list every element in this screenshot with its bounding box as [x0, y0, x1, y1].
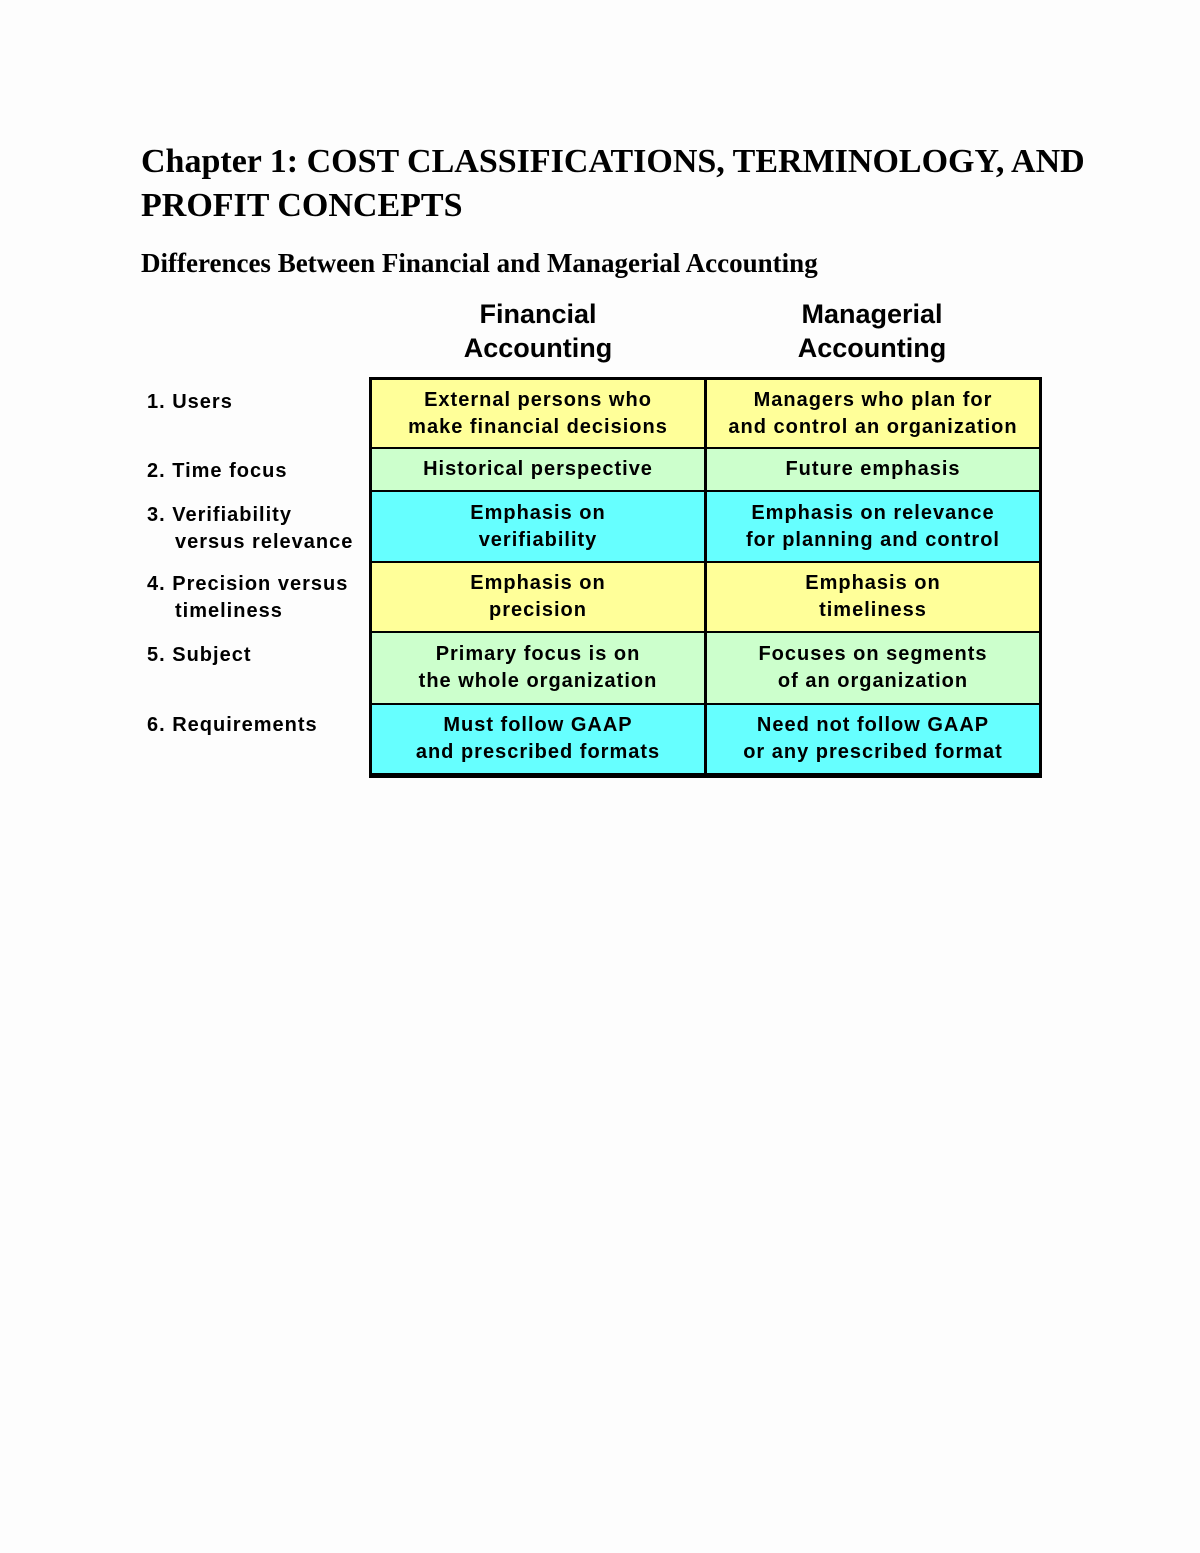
- cell-managerial: [707, 449, 1039, 490]
- row-label: [147, 389, 233, 416]
- cell-managerial: [707, 492, 1039, 561]
- cell-line: Must follow GAAP: [443, 714, 633, 736]
- cell-financial: [372, 633, 704, 703]
- row-label-line: 5. Subject: [147, 644, 252, 666]
- cell-line: verifiability: [478, 528, 598, 551]
- row-label-line: 4. Precision versus: [147, 573, 349, 595]
- cell-line: timeliness: [819, 599, 927, 621]
- column-header-line: Managerial: [801, 299, 943, 329]
- row-label-line: 3. Verifiability: [147, 504, 292, 526]
- comparison-table: [369, 377, 1042, 778]
- cell-financial: [372, 449, 704, 490]
- column-header-line: Financial: [479, 299, 597, 329]
- cell-line: of an organization: [777, 670, 969, 692]
- cell-line: the whole organization: [418, 670, 658, 692]
- column-header-line: Accounting: [463, 333, 613, 363]
- column-header-managerial: [706, 297, 1038, 365]
- cell-line: Need not follow GAAP: [756, 714, 990, 736]
- row-label: [147, 642, 251, 669]
- cell-line: Managers who plan for: [753, 388, 993, 411]
- row-label-line: versus relevance: [175, 531, 354, 553]
- cell-line: Historical perspective: [423, 458, 653, 480]
- cell-line: Emphasis on: [470, 501, 606, 524]
- row-label-line: 2. Time focus: [147, 460, 288, 482]
- cell-financial: [372, 705, 704, 773]
- cell-line: Emphasis on relevance: [751, 501, 995, 524]
- cell-line: and prescribed formats: [415, 741, 661, 763]
- cell-line: Focuses on segments: [758, 643, 988, 665]
- cell-financial: [372, 380, 704, 447]
- cell-line: Emphasis on: [805, 572, 941, 594]
- row-label-line: 6. Requirements: [147, 714, 318, 736]
- cell-financial: [372, 492, 704, 561]
- cell-managerial: [707, 563, 1039, 631]
- column-header-financial: [372, 297, 704, 365]
- cell-managerial: [707, 380, 1039, 447]
- cell-line: Future emphasis: [785, 458, 961, 480]
- cell-managerial: [707, 705, 1039, 773]
- cell-line: precision: [489, 599, 587, 621]
- cell-line: for planning and control: [746, 528, 1000, 551]
- row-label-line: timeliness: [175, 600, 283, 622]
- cell-line: Emphasis on: [470, 572, 606, 594]
- row-label: [147, 458, 287, 485]
- cell-line: Primary focus is on: [435, 643, 641, 665]
- cell-line: or any prescribed format: [743, 741, 1003, 763]
- cell-line: and control an organization: [728, 415, 1018, 438]
- row-label: [147, 712, 318, 739]
- column-header-line: Accounting: [797, 333, 947, 363]
- cell-line: External persons who: [424, 388, 652, 411]
- cell-line: make financial decisions: [408, 415, 668, 438]
- row-label: [147, 571, 348, 625]
- cell-financial: [372, 563, 704, 631]
- section-heading: Differences Between Financial and Managerial Accounting: [141, 248, 818, 278]
- row-label-line: 1. Users: [147, 391, 233, 413]
- row-label: [147, 502, 353, 556]
- page-title: Chapter 1: COST CLASSIFICATIONS, TERMINOLOGY, AND PROFIT CONCEPTS: [141, 143, 1085, 224]
- cell-managerial: [707, 633, 1039, 703]
